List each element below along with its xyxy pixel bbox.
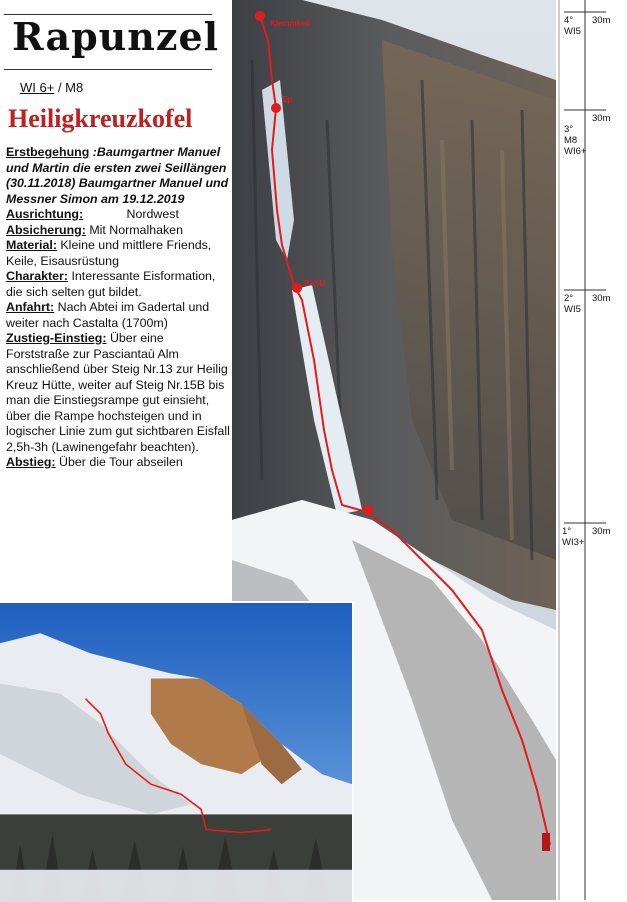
route-info [6, 145, 230, 471]
info-descent: Abstieg: Über die Tour abseilen [6, 455, 183, 469]
pitch-1-length: 30m [592, 526, 611, 537]
label-ep: Ep [282, 95, 293, 104]
info-approach: Zustieg-Einstieg: Über eine Forststraße zur Pasciantaù Alm anschließend über Steig Nr.13 zur Heilig Kreuz Hütte, weiter auf Steig Nr.15B bis man die Einstiegsrampe gut einsieht, über die Rampe hochsteigen und in logischer Linie zum gut sichtbaren Eisfall 2,5h-3h (Lawinengefahr beachten). [6, 331, 230, 454]
info-material: Material: Kleine und mittlere Friends, Keile, Eisausrüstung [6, 238, 212, 268]
pitch-4: 4° WI5 [564, 15, 581, 37]
pitch-3-length: 30m [592, 113, 611, 124]
belay-point-top [255, 11, 265, 21]
belay-point-4 [363, 505, 373, 515]
pitch-3: 3° M8 WI6+ [564, 124, 587, 157]
pitch-1: 1° WI3+ [562, 526, 585, 548]
info-orientation: Ausrichtung: Nordwest [6, 207, 179, 221]
route-grade: WI 6+ / M8 [20, 80, 84, 95]
mountain-name: Heiligkreuzkofel [8, 104, 193, 133]
info-first-ascent: Erstbegehung :Baumgartner Manuel und Martin die ersten zwei Seillängen (30.11.2018) Baumgartner Manuel und Messner Simon am 19.12.2019 [6, 145, 229, 206]
climber-figure [542, 833, 550, 851]
overview-photo [0, 601, 354, 902]
info-character: Charakter: Interessante Eisformation, die sich selten gut bildet. [6, 269, 216, 299]
info-approach-drive: Anfahrt: Nach Abtei im Gadertal und weiter nach Castalta (1700m) [6, 300, 210, 330]
pitch-4-length: 30m [592, 15, 611, 26]
pitch-2-length: 30m [592, 293, 611, 304]
label-klemmkeil: Klemmkeil [270, 19, 311, 28]
pitch-scale [556, 0, 627, 900]
grade-mixed: M8 [65, 80, 84, 95]
grade-ice: WI 6+ [20, 80, 55, 95]
pitch-2: 2° WI5 [564, 293, 581, 315]
belay-point-2 [271, 103, 281, 113]
label-p-su: P+SU [304, 279, 326, 288]
route-title: Rapunzel [12, 14, 220, 59]
belay-point-3 [292, 283, 302, 293]
info-protection: Absicherung: Mit Normalhaken [6, 222, 183, 237]
